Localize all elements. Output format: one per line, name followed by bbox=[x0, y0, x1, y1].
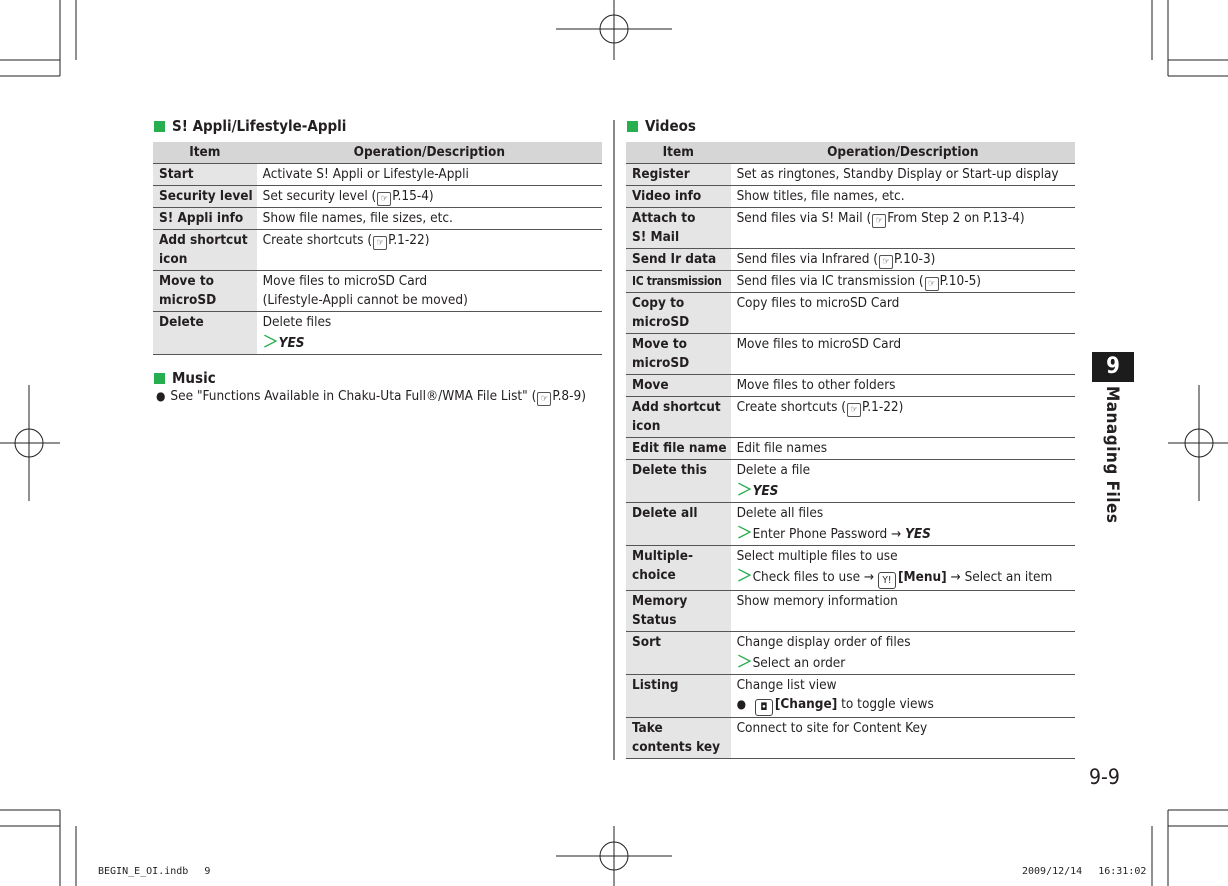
item-cell: Start bbox=[153, 164, 257, 186]
table-row bbox=[153, 271, 602, 312]
item-cell: Move to microSD bbox=[626, 334, 731, 375]
step-chevron-icon: ＞ bbox=[262, 332, 279, 351]
reference-icon: ☞ bbox=[925, 277, 939, 291]
desc-cell: Show titles, file names, etc. bbox=[731, 186, 1075, 208]
reference-icon: ☞ bbox=[373, 236, 387, 250]
desc-cell: Move files to microSD Card (Lifestyle-Appli cannot be moved) bbox=[257, 271, 602, 312]
reference-icon: ☞ bbox=[879, 255, 893, 269]
desc-cell: Select multiple files to use ＞Check files to use → Y! [Menu] → Select an item bbox=[731, 546, 1075, 591]
desc-cell: Delete files ＞YES bbox=[257, 312, 602, 355]
table-row bbox=[626, 164, 1075, 186]
section-square-icon bbox=[627, 121, 638, 132]
item-cell: Add shortcut icon bbox=[153, 230, 257, 271]
table-row bbox=[626, 293, 1075, 334]
item-cell: Take contents key bbox=[626, 718, 731, 759]
desc-cell: Send files via IC transmission ( ☞ P.10-5) bbox=[731, 271, 1075, 293]
table-row bbox=[626, 503, 1075, 546]
desc-cell: Move files to microSD Card bbox=[731, 334, 1075, 375]
table-row bbox=[626, 438, 1075, 460]
item-cell: Sort bbox=[626, 632, 731, 675]
header-desc: Operation/Description bbox=[257, 142, 602, 164]
desc-cell: Create shortcuts ( ☞ P.1-22) bbox=[731, 397, 1075, 438]
item-cell: Delete all bbox=[626, 503, 731, 546]
item-cell: Add shortcut icon bbox=[626, 397, 731, 438]
desc-cell: Create shortcuts ( ☞ P.1-22) bbox=[257, 230, 602, 271]
reference-icon: ☞ bbox=[872, 214, 886, 228]
item-cell: Copy to microSD bbox=[626, 293, 731, 334]
table-row bbox=[626, 271, 1075, 293]
step-chevron-icon: ＞ bbox=[736, 523, 753, 542]
desc-cell: Change list view ● ◘ [Change] to toggle views bbox=[731, 675, 1075, 718]
table-row bbox=[153, 312, 602, 355]
item-cell: Memory Status bbox=[626, 591, 731, 632]
table-header bbox=[626, 142, 1075, 164]
table-row bbox=[626, 397, 1075, 438]
table-row bbox=[626, 718, 1075, 759]
table-row bbox=[626, 375, 1075, 397]
step-chevron-icon: ＞ bbox=[736, 566, 753, 585]
table-row bbox=[153, 164, 602, 186]
music-section-title: Music bbox=[154, 368, 216, 388]
header-desc: Operation/Description bbox=[731, 142, 1075, 164]
yahoo-key-icon: Y! bbox=[878, 572, 896, 589]
desc-cell: Delete all files ＞Enter Phone Password → YES bbox=[731, 503, 1075, 546]
header-item: Item bbox=[153, 142, 257, 164]
table-row bbox=[153, 208, 602, 230]
desc-cell: Set security level ( ☞ P.15-4) bbox=[257, 186, 602, 208]
step-chevron-icon: ＞ bbox=[736, 480, 753, 499]
videos-function-table bbox=[626, 142, 1075, 759]
item-cell: Security level bbox=[153, 186, 257, 208]
desc-cell: Delete a file ＞YES bbox=[731, 460, 1075, 503]
table-row bbox=[626, 546, 1075, 591]
desc-cell: Move files to other folders bbox=[731, 375, 1075, 397]
bullet-icon: ● bbox=[156, 389, 166, 403]
desc-cell: Copy files to microSD Card bbox=[731, 293, 1075, 334]
item-cell: Move to microSD bbox=[153, 271, 257, 312]
footer-timestamp: 2009/12/14 16:31:02 bbox=[1022, 866, 1147, 877]
reference-icon: ☞ bbox=[377, 192, 391, 206]
header-item: Item bbox=[626, 142, 731, 164]
table-header bbox=[153, 142, 602, 164]
item-cell: Listing bbox=[626, 675, 731, 718]
step-chevron-icon: ＞ bbox=[736, 652, 753, 671]
arrow-icon: → bbox=[891, 526, 902, 542]
table-row bbox=[626, 460, 1075, 503]
desc-cell: Send files via S! Mail ( ☞ From Step 2 on P.13-4) bbox=[731, 208, 1075, 249]
music-note: ● See "Functions Available in Chaku-Uta Full®/WMA File List" ( ☞ P.8-9) bbox=[156, 388, 586, 404]
table-row bbox=[626, 249, 1075, 271]
table-row bbox=[626, 186, 1075, 208]
reference-icon: ☞ bbox=[847, 403, 861, 417]
desc-cell: Edit file names bbox=[731, 438, 1075, 460]
desc-cell: Show file names, file sizes, etc. bbox=[257, 208, 602, 230]
desc-cell: Change display order of files ＞Select an order bbox=[731, 632, 1075, 675]
table-row bbox=[626, 208, 1075, 249]
section-square-icon bbox=[154, 121, 165, 132]
bullet-icon: ● bbox=[736, 697, 746, 711]
section-square-icon bbox=[154, 373, 165, 384]
desc-cell: Connect to site for Content Key bbox=[731, 718, 1075, 759]
item-cell: Video info bbox=[626, 186, 731, 208]
sappli-function-table bbox=[153, 142, 602, 355]
item-cell: IC transmission bbox=[626, 271, 731, 293]
desc-cell: Show memory information bbox=[731, 591, 1075, 632]
desc-cell: Send files via Infrared ( ☞ P.10-3) bbox=[731, 249, 1075, 271]
sappli-section-title: S! Appli/Lifestyle-Appli bbox=[154, 116, 346, 136]
item-cell: Edit file name bbox=[626, 438, 731, 460]
item-cell: Send Ir data bbox=[626, 249, 731, 271]
desc-cell: Set as ringtones, Standby Display or Start-up display bbox=[731, 164, 1075, 186]
arrow-icon: → bbox=[950, 569, 961, 585]
desc-cell: Activate S! Appli or Lifestyle-Appli bbox=[257, 164, 602, 186]
item-cell: Multiple-choice bbox=[626, 546, 731, 591]
chapter-number-tab: 9 bbox=[1092, 352, 1134, 382]
reference-icon: ☞ bbox=[537, 392, 551, 406]
footer-file: BEGIN_E_OI.indb 9 bbox=[98, 866, 211, 877]
item-cell: S! Appli info bbox=[153, 208, 257, 230]
item-cell: Register bbox=[626, 164, 731, 186]
videos-section-title: Videos bbox=[627, 116, 696, 136]
item-cell: Delete bbox=[153, 312, 257, 355]
table-row bbox=[626, 591, 1075, 632]
item-cell: Attach to S! Mail bbox=[626, 208, 731, 249]
table-row bbox=[626, 334, 1075, 375]
camera-key-icon: ◘ bbox=[755, 699, 773, 716]
page-number: 9-9 bbox=[1089, 765, 1120, 789]
chapter-title: Managing Files bbox=[1102, 386, 1122, 524]
table-row bbox=[626, 675, 1075, 718]
table-row bbox=[153, 186, 602, 208]
item-cell: Move bbox=[626, 375, 731, 397]
table-row bbox=[626, 632, 1075, 675]
arrow-icon: → bbox=[863, 569, 875, 585]
table-row bbox=[153, 230, 602, 271]
item-cell: Delete this bbox=[626, 460, 731, 503]
